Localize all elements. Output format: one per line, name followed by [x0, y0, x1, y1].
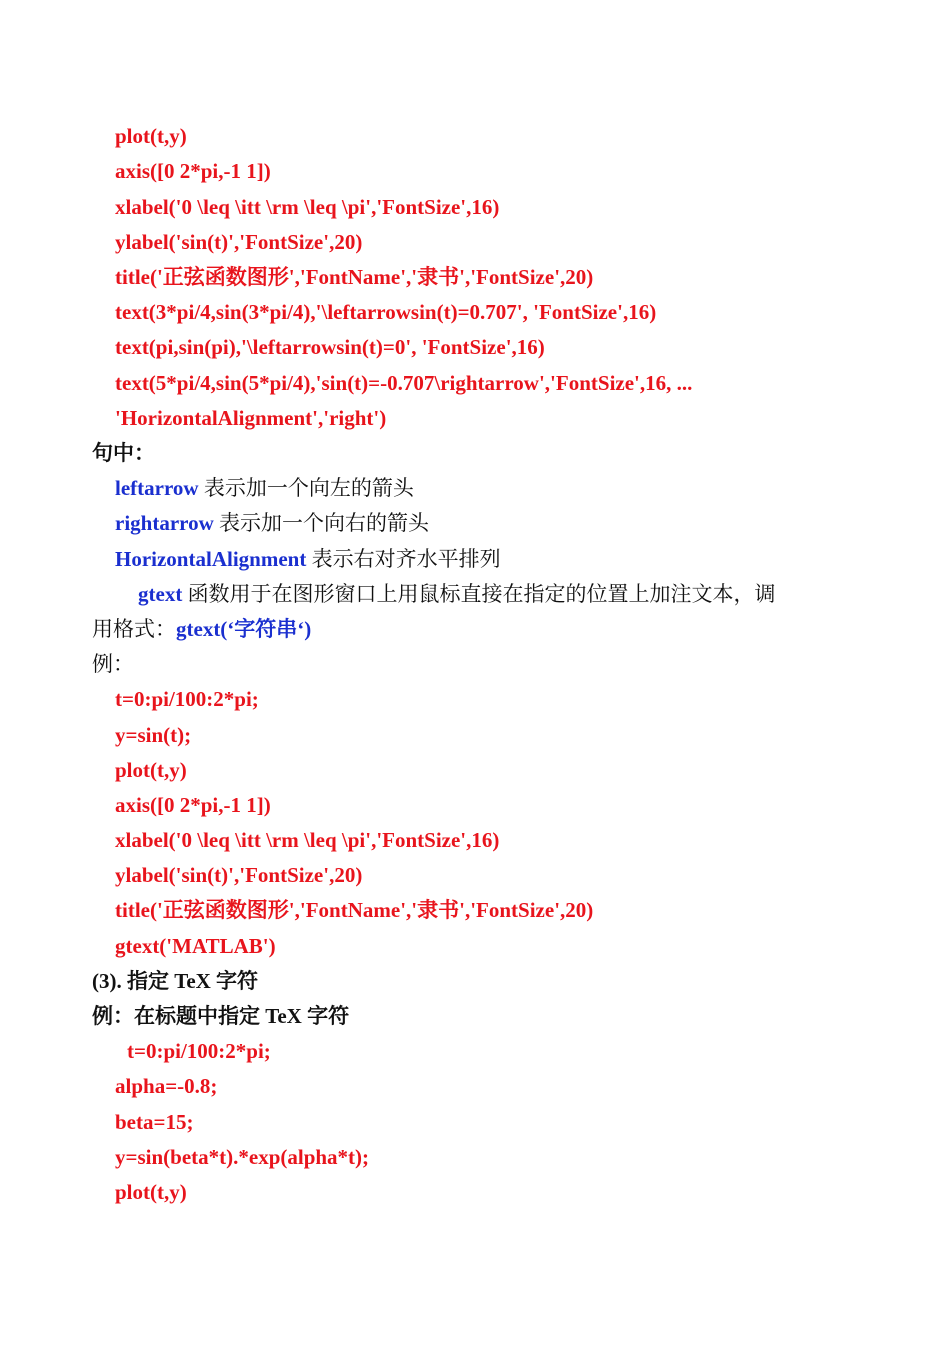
gtext-keyword: gtext — [138, 582, 183, 606]
code-line: xlabel('0 \leq \itt \rm \leq \pi','FontSize',16) — [115, 195, 500, 219]
code-line: beta=15; — [115, 1110, 194, 1134]
code-line: ylabel('sin(t)','FontSize',20) — [115, 863, 363, 887]
code-line: plot(t,y) — [115, 758, 187, 782]
example-label: 例： — [92, 652, 134, 676]
code-line: text(3*pi/4,sin(3*pi/4),'\leftarrowsin(t)=0.707', 'FontSize',16) — [115, 300, 657, 324]
code-line: 'HorizontalAlignment','right') — [115, 406, 387, 430]
gtext-paragraph-line2 — [92, 614, 311, 644]
code-line: ylabel('sin(t)','FontSize',20) — [115, 230, 363, 254]
note-keyword: rightarrow — [115, 511, 214, 535]
code-line: plot(t,y) — [115, 1180, 187, 1204]
gtext-description: 函数用于在图形窗口上用鼠标直接在指定的位置上加注文本，调 — [182, 582, 776, 606]
code-line: text(pi,sin(pi),'\leftarrowsin(t)=0', 'FontSize',16) — [115, 335, 545, 359]
code-line: gtext('MATLAB') — [115, 934, 276, 958]
note-description: 表示加一个向左的箭头 — [198, 476, 414, 500]
code-line: title('正弦函数图形','FontName','隶书','FontSize',20) — [115, 898, 594, 922]
section-heading: (3). 指定 TeX 字符 — [92, 969, 259, 993]
code-line: axis([0 2*pi,-1 1]) — [115, 159, 271, 183]
code-line: y=sin(t); — [115, 723, 192, 747]
note-description: 表示右对齐水平排列 — [306, 547, 501, 571]
code-line: plot(t,y) — [115, 124, 187, 148]
code-line: title('正弦函数图形','FontName','隶书','FontSize',20) — [115, 265, 594, 289]
section-example-label: 例：在标题中指定 TeX 字符 — [92, 1004, 350, 1028]
note-description: 表示加一个向右的箭头 — [213, 511, 430, 535]
code-line: axis([0 2*pi,-1 1]) — [115, 793, 271, 817]
note-keyword: HorizontalAlignment — [115, 547, 307, 571]
note-item — [115, 473, 414, 503]
code-line: t=0:pi/100:2*pi; — [115, 687, 259, 711]
code-line: alpha=-0.8; — [115, 1074, 218, 1098]
code-line: y=sin(beta*t).*exp(alpha*t); — [115, 1145, 370, 1169]
gtext-usage: gtext(‘字符串‘) — [176, 617, 312, 641]
note-heading: 句中： — [92, 441, 155, 465]
note-keyword: leftarrow — [115, 476, 199, 500]
usage-label: 用格式： — [92, 617, 176, 641]
code-line: xlabel('0 \leq \itt \rm \leq \pi','FontSize',16) — [115, 828, 500, 852]
note-item — [115, 544, 501, 574]
code-line: t=0:pi/100:2*pi; — [127, 1039, 271, 1063]
gtext-paragraph-line1 — [138, 579, 776, 609]
note-item — [115, 508, 429, 538]
code-line: text(5*pi/4,sin(5*pi/4),'sin(t)=-0.707\rightarrow','FontSize',16, ... — [115, 371, 693, 395]
